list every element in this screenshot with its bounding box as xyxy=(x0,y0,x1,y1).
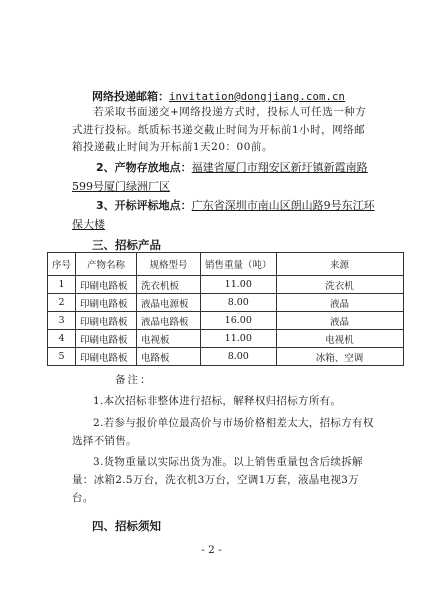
note-3: 3.货物重量以实际出货为准。以上销售重量包含后续拆解量：冰箱2.5万台，洗衣机3万台，空调1万套，液晶电视3万台。 xyxy=(72,456,363,504)
cell-source: 液晶 xyxy=(276,312,403,330)
header-no: 序号 xyxy=(48,253,76,276)
cell-source: 冰箱、空调 xyxy=(276,348,403,366)
cell-no: 4 xyxy=(48,330,76,348)
cell-name: 印刷电路板 xyxy=(76,330,137,348)
cell-name: 印刷电路板 xyxy=(76,294,137,312)
cell-source: 液晶 xyxy=(276,294,403,312)
section-title-bid-instructions: 四、招标须知 xyxy=(92,519,161,533)
cell-model: 液晶电路板 xyxy=(137,312,201,330)
note-1: 1.本次招标非整体进行招标，解释权归招标方所有。 xyxy=(93,395,342,407)
cell-name: 印刷电路板 xyxy=(76,276,137,294)
table-row xyxy=(48,276,404,294)
storage-location-label: 2、产物存放地点： xyxy=(96,161,192,174)
cell-model: 电路板 xyxy=(137,348,201,366)
table-row xyxy=(48,312,404,330)
cell-no: 2 xyxy=(48,294,76,312)
table-row xyxy=(48,330,404,348)
cell-name: 印刷电路板 xyxy=(76,312,137,330)
header-name: 产物名称 xyxy=(76,253,137,276)
page-number: - 2 - xyxy=(201,544,222,556)
cell-weight: 11.00 xyxy=(201,276,277,294)
note-2: 2.若参与报价单位最高价与市场价格相差太大，招标方有权选择不销售。 xyxy=(72,417,374,447)
bid-opening-location-item xyxy=(72,197,377,234)
cell-source: 洗衣机 xyxy=(276,276,403,294)
cell-weight: 8.00 xyxy=(201,348,277,366)
header-source: 来源 xyxy=(276,253,403,276)
bid-opening-location-label: 3、开标评标地点： xyxy=(96,199,192,212)
cell-no: 3 xyxy=(48,312,76,330)
bid-opening-location-value: 广东省深圳市南山区朗山路9号东江环保大楼 xyxy=(72,199,375,231)
table-row xyxy=(48,348,404,366)
submission-paragraph: 若采取书面递交+网络投递方式时，投标人可任选一种方式进行投标。纸质标书递交截止时间为开标前1小时，网络邮箱投递截止时间为开标前1天20：00前。 xyxy=(72,106,367,153)
storage-location-value: 福建省厦门市翔安区新圩镇新霞南路599号厦门绿洲厂区 xyxy=(72,161,368,193)
email-label: 网络投递邮箱： xyxy=(92,90,169,103)
cell-weight: 16.00 xyxy=(201,312,277,330)
cell-source: 电视机 xyxy=(276,330,403,348)
email-line xyxy=(92,88,345,104)
notes-title: 备注： xyxy=(115,374,153,386)
header-weight: 销售重量（吨） xyxy=(201,253,277,276)
cell-model: 液晶电源板 xyxy=(137,294,201,312)
header-model: 规格型号 xyxy=(137,253,201,276)
cell-model: 洗衣机板 xyxy=(137,276,201,294)
storage-location-item xyxy=(72,159,377,196)
cell-no: 1 xyxy=(48,276,76,294)
cell-model: 电视板 xyxy=(137,330,201,348)
cell-weight: 11.00 xyxy=(201,330,277,348)
cell-weight: 8.00 xyxy=(201,294,277,312)
cell-name: 印刷电路板 xyxy=(76,348,137,366)
products-table xyxy=(47,252,404,366)
cell-no: 5 xyxy=(48,348,76,366)
table-row xyxy=(48,294,404,312)
table-header-row xyxy=(48,253,404,276)
section-title-products: 三、招标产品 xyxy=(92,238,161,252)
email-address: invitation@dongjiang.com.cn xyxy=(169,91,346,103)
